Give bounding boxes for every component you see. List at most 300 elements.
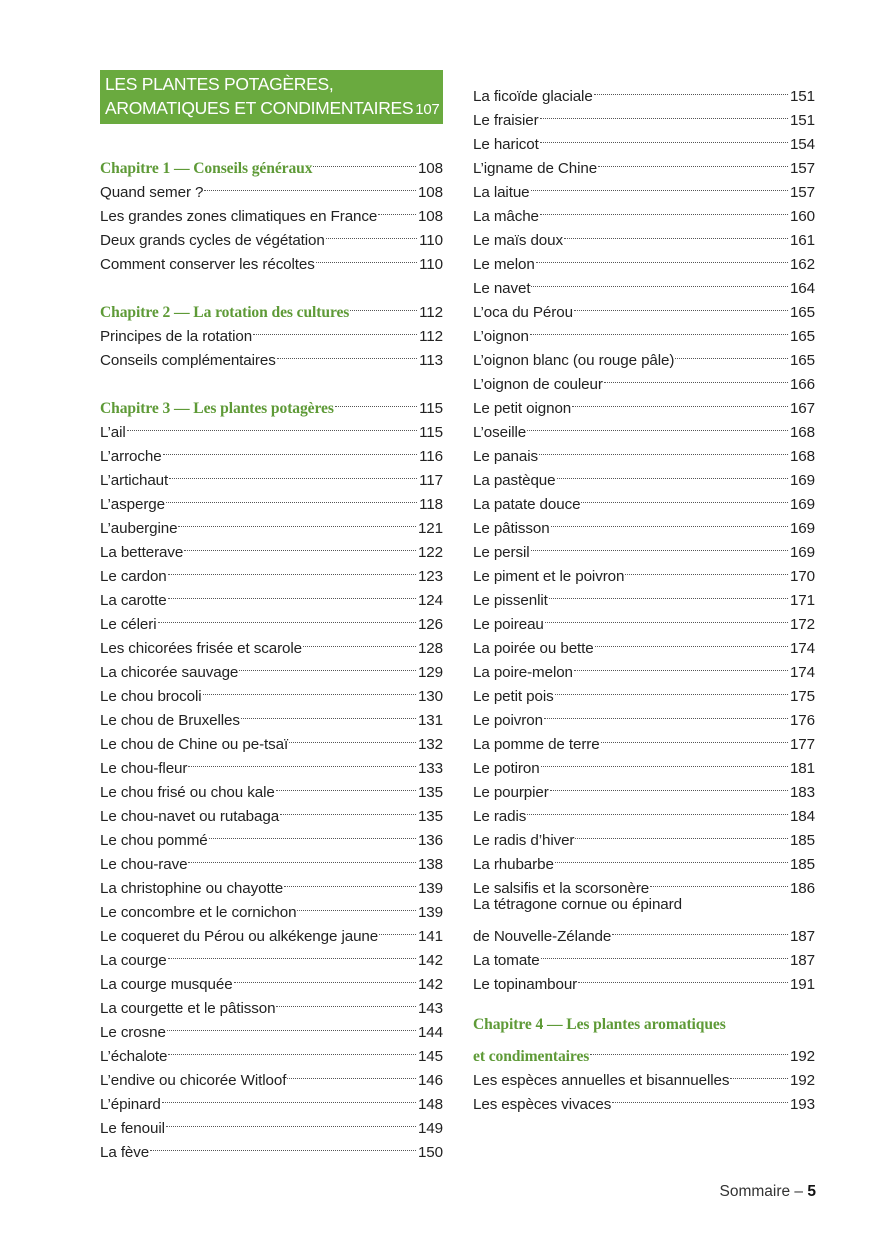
toc-page-number: 139 [417, 880, 443, 897]
toc-entry [100, 845, 443, 873]
toc-page-number: 122 [417, 544, 443, 561]
toc-page-number: 118 [419, 496, 443, 513]
leader-dots [287, 1061, 416, 1085]
toc-entry-title: L’aubergine [100, 520, 178, 537]
toc-entry-title: Le radis d’hiver [473, 832, 575, 849]
toc-entry-title: Le piment et le poivron [473, 568, 625, 585]
toc-page-number: 146 [417, 1072, 443, 1089]
toc-page-number: 177 [789, 736, 815, 753]
part-title-line-1-text: LES PLANTES POTAGÈRES, [105, 74, 334, 94]
toc-page-number: 110 [419, 232, 443, 249]
leader-dots [284, 869, 416, 893]
toc-entry [473, 125, 815, 153]
toc-page-number: 192 [789, 1048, 815, 1065]
leader-dots [178, 509, 416, 533]
toc-entry-title: L’échalote [100, 1048, 168, 1065]
toc-entry-title: L’oignon blanc (ou rouge pâle) [473, 352, 675, 369]
toc-entry-title: Le chou-fleur [100, 760, 188, 777]
leader-dots [572, 389, 788, 413]
toc-entry-title: Le petit oignon [473, 400, 572, 417]
toc-page-number: 135 [417, 784, 443, 801]
toc-entry-title: L’épinard [100, 1096, 161, 1113]
toc-entry [473, 725, 815, 753]
toc-entry [473, 821, 815, 849]
leader-dots [378, 197, 416, 221]
toc-entry-title: Quand semer ? [100, 184, 204, 201]
toc-entry [100, 965, 443, 993]
toc-entry-title: La poire-melon [473, 664, 573, 681]
toc-entry [473, 965, 815, 993]
toc-entry [100, 605, 443, 633]
toc-entry-title: Le melon [473, 256, 535, 273]
toc-page-number: 135 [417, 808, 443, 825]
toc-entry [100, 629, 443, 657]
footer-page-number: 5 [807, 1183, 816, 1200]
toc-entry [100, 485, 443, 513]
toc-page-number: 162 [789, 256, 815, 273]
toc-entry-title: Le chou brocoli [100, 688, 202, 705]
part-title-line-2-text: AROMATIQUES ET CONDIMENTAIRES [105, 97, 414, 118]
toc-entry-title: La fève [100, 1144, 150, 1161]
toc-page-number: 117 [419, 472, 443, 489]
toc-page-number: 165 [789, 328, 815, 345]
toc-page-number: 175 [789, 688, 815, 705]
leader-dots [203, 677, 416, 701]
toc-entry-title: Le pourpier [473, 784, 549, 801]
toc-entry-title: Le chou de Chine ou pe-tsaï [100, 736, 289, 753]
leader-dots [162, 1085, 416, 1109]
toc-entry [100, 197, 443, 225]
toc-entry-title: L’oignon de couleur [473, 376, 603, 393]
chapter-heading [100, 293, 443, 321]
leader-dots [350, 293, 417, 317]
toc-entry [100, 509, 443, 537]
leader-dots [604, 365, 788, 389]
leader-dots [545, 605, 788, 629]
leader-dots [127, 413, 417, 437]
toc-entry-title: Le pâtisson [473, 520, 550, 537]
leader-dots [184, 533, 416, 557]
toc-page-number: 166 [789, 376, 815, 393]
toc-page-number: 150 [417, 1144, 443, 1161]
part-page-number: 107 [415, 100, 440, 118]
toc-page-number: 172 [789, 616, 815, 633]
toc-page-number: 149 [417, 1120, 443, 1137]
toc-entry-title: L’oca du Pérou [473, 304, 573, 321]
toc-entry [473, 293, 815, 321]
toc-page-number: 132 [417, 736, 443, 753]
leader-dots [550, 773, 788, 797]
toc-entry [473, 1061, 815, 1089]
toc-entry [473, 797, 815, 825]
toc-entry [100, 221, 443, 249]
toc-page-number: 154 [789, 136, 815, 153]
leader-dots [581, 485, 788, 509]
toc-entry [473, 605, 815, 633]
leader-dots [590, 1037, 788, 1061]
toc-entry [473, 197, 815, 225]
toc-page-number: 170 [789, 568, 815, 585]
toc-entry [100, 437, 443, 465]
toc-entry [473, 869, 815, 897]
toc-page-number: 185 [789, 856, 815, 873]
toc-entry-title: Chapitre 2 — La rotation des cultures [100, 304, 350, 321]
toc-entry [100, 749, 443, 777]
leader-dots [209, 821, 416, 845]
toc-entry-title: La christophine ou chayotte [100, 880, 284, 897]
leader-dots [188, 845, 416, 869]
toc-page-number: 148 [417, 1096, 443, 1113]
toc-entry [473, 101, 815, 129]
toc-entry [100, 869, 443, 897]
toc-page-number: 131 [417, 712, 443, 729]
leader-dots [303, 629, 416, 653]
toc-entry [473, 653, 815, 681]
toc-page-number: 174 [789, 664, 815, 681]
toc-page-number: 168 [789, 424, 815, 441]
toc-entry-title: Le potiron [473, 760, 540, 777]
toc-page-number: 186 [789, 880, 815, 897]
toc-entry [100, 317, 443, 345]
toc-entry-title: La laitue [473, 184, 530, 201]
toc-entry [473, 557, 815, 585]
toc-page-number: 169 [789, 472, 815, 489]
toc-entry-title: La pastèque [473, 472, 556, 489]
toc-entry [473, 149, 815, 177]
toc-entry [100, 677, 443, 705]
toc-page-number: 160 [789, 208, 815, 225]
toc-entry-title: Les espèces vivaces [473, 1096, 612, 1113]
toc-entry [473, 173, 815, 201]
leader-dots [557, 461, 788, 485]
toc-entry-title: Comment conserver les récoltes [100, 256, 315, 273]
toc-page-number: 151 [789, 88, 815, 105]
toc-entry-title: Le fenouil [100, 1120, 165, 1137]
toc-page-number: 174 [789, 640, 815, 657]
toc-page-number: 108 [417, 160, 443, 177]
leader-dots [168, 1037, 416, 1061]
leader-dots [289, 725, 416, 749]
toc-entry-title: Les espèces annuelles et bisannuelles [473, 1072, 730, 1089]
toc-page-number: 191 [789, 976, 815, 993]
leader-dots [326, 221, 417, 245]
toc-page-number: 142 [417, 976, 443, 993]
leader-dots [549, 581, 788, 605]
leader-dots [574, 293, 788, 317]
toc-page-number: 108 [417, 184, 443, 201]
toc-entry-title: Le panais [473, 448, 538, 465]
leader-dots [166, 485, 417, 509]
toc-entry [100, 413, 443, 441]
toc-entry [473, 269, 815, 297]
toc-page-number: 168 [789, 448, 815, 465]
leader-dots [276, 773, 416, 797]
toc-entry-title: Le navet [473, 280, 531, 297]
toc-entry-title: Chapitre 1 — Conseils généraux [100, 160, 313, 177]
toc-entry [473, 677, 815, 705]
leader-dots [167, 1013, 416, 1037]
toc-entry-title: La carotte [100, 592, 167, 609]
toc-entry-title: La ficoïde glaciale [473, 88, 593, 105]
leader-dots [379, 917, 416, 941]
leader-dots [601, 725, 788, 749]
leader-dots [541, 749, 788, 773]
leader-dots [276, 989, 416, 1013]
toc-entry-title: La tétragone cornue ou épinard [473, 896, 682, 913]
toc-page-number: 181 [789, 760, 815, 777]
toc-entry [100, 701, 443, 729]
leader-dots [280, 797, 416, 821]
toc-entry [473, 893, 815, 917]
toc-entry [473, 1085, 815, 1113]
toc-entry-title: Conseils complémentaires [100, 352, 276, 369]
toc-page-number: 165 [789, 352, 815, 369]
leader-dots [163, 437, 418, 461]
toc-entry-title: Le céleri [100, 616, 157, 633]
toc-entry [100, 245, 443, 273]
leader-dots [166, 1109, 416, 1133]
toc-entry [473, 485, 815, 513]
toc-entry [473, 629, 815, 657]
toc-page-number: 138 [417, 856, 443, 873]
toc-entry [473, 317, 815, 345]
leader-dots [188, 749, 416, 773]
toc-page-number: 116 [419, 448, 443, 465]
leader-dots [575, 821, 788, 845]
toc-page-number: 133 [417, 760, 443, 777]
toc-entry-title: L’endive ou chicorée Witloof [100, 1072, 287, 1089]
toc-entry-title: La rhubarbe [473, 856, 554, 873]
toc-page-number: 169 [789, 544, 815, 561]
toc-entry-title: Le concombre et le cornichon [100, 904, 297, 921]
toc-page-number: 112 [419, 328, 443, 345]
leader-dots [650, 869, 788, 893]
toc-page-number: 115 [419, 400, 443, 417]
toc-page-number: 141 [417, 928, 443, 945]
toc-entry [473, 701, 815, 729]
toc-page-number: 187 [789, 952, 815, 969]
toc-entry-title: La courgette et le pâtisson [100, 1000, 276, 1017]
toc-entry [473, 341, 815, 369]
leader-dots [555, 677, 788, 701]
toc-page-number: 193 [789, 1096, 815, 1113]
leader-dots [598, 149, 788, 173]
toc-entry [100, 1109, 443, 1137]
toc-page-number: 136 [417, 832, 443, 849]
leader-dots [335, 389, 417, 413]
toc-entry-title: L’artichaut [100, 472, 169, 489]
toc-entry-title: L’oseille [473, 424, 527, 441]
toc-entry-title: Le maïs doux [473, 232, 563, 249]
toc-entry-title: Le persil [473, 544, 530, 561]
toc-entry [100, 773, 443, 801]
page-footer [700, 1180, 816, 1204]
toc-entry [100, 1085, 443, 1113]
part-title-line-1 [105, 73, 439, 97]
toc-entry-title: Le cardon [100, 568, 167, 585]
toc-page-number: 124 [417, 592, 443, 609]
leader-dots [313, 149, 416, 173]
leader-dots [531, 173, 788, 197]
toc-entry-title: La pomme de terre [473, 736, 600, 753]
toc-entry-title: Le poireau [473, 616, 544, 633]
toc-entry [100, 581, 443, 609]
toc-entry [473, 533, 815, 561]
leader-dots [253, 317, 417, 341]
toc-page-number: 161 [789, 232, 815, 249]
toc-page-number: 145 [417, 1048, 443, 1065]
toc-page-number: 113 [419, 352, 443, 369]
leader-dots [168, 557, 416, 581]
toc-page-number: 192 [789, 1072, 815, 1089]
toc-page-number: 142 [417, 952, 443, 969]
toc-entry-title: Le petit pois [473, 688, 554, 705]
toc-page-number: 139 [417, 904, 443, 921]
toc-entry [473, 245, 815, 273]
leader-dots [530, 317, 788, 341]
toc-entry-title: La tomate [473, 952, 540, 969]
toc-entry-title: La mâche [473, 208, 539, 225]
toc-entry [100, 533, 443, 561]
leader-dots [551, 509, 788, 533]
toc-page-number: 169 [789, 496, 815, 513]
toc-page-number: 171 [789, 592, 815, 609]
toc-entry-title: et condimentaires [473, 1048, 590, 1065]
leader-dots [555, 845, 788, 869]
leader-dots [531, 533, 788, 557]
leader-dots [612, 917, 788, 941]
toc-page-number: 165 [789, 304, 815, 321]
toc-page-number: 176 [789, 712, 815, 729]
toc-page-number: 121 [417, 520, 443, 537]
toc-entry-title: Le chou-navet ou rutabaga [100, 808, 280, 825]
leader-dots [531, 269, 787, 293]
leader-dots [578, 965, 788, 989]
toc-entry-title: Principes de la rotation [100, 328, 253, 345]
toc-entry-title: Deux grands cycles de végétation [100, 232, 325, 249]
leader-dots [594, 77, 788, 101]
toc-page-number: 187 [789, 928, 815, 945]
toc-entry [473, 917, 815, 945]
toc-entry [100, 821, 443, 849]
toc-entry-title: La courge [100, 952, 167, 969]
toc-page-number: 151 [789, 112, 815, 129]
toc-page-number: 115 [419, 424, 443, 441]
toc-entry-title: L’igname de Chine [473, 160, 598, 177]
toc-page-number: 167 [789, 400, 815, 417]
part-header [100, 70, 443, 124]
leader-dots [527, 797, 788, 821]
toc-page-number: 157 [789, 184, 815, 201]
toc-page-number: 169 [789, 520, 815, 537]
toc-entry [473, 413, 815, 441]
leader-dots [544, 701, 788, 725]
toc-entry-title: de Nouvelle-Zélande [473, 928, 612, 945]
leader-dots [574, 653, 788, 677]
toc-entry-title: Le pissenlit [473, 592, 548, 609]
leader-dots [316, 245, 417, 269]
toc-entry-title: Le salsifis et la scorsonère [473, 880, 650, 897]
toc-entry-title: Chapitre 4 — Les plantes aromatiques [473, 1016, 726, 1033]
toc-entry [473, 941, 815, 969]
leader-dots [540, 125, 788, 149]
toc-entry [100, 989, 443, 1017]
toc-entry-title: La courge musquée [100, 976, 233, 993]
toc-entry-title: L’oignon [473, 328, 529, 345]
leader-dots [277, 341, 417, 365]
toc-entry-title: Le coqueret du Pérou ou alkékenge jaune [100, 928, 379, 945]
toc-page-number: 123 [417, 568, 443, 585]
toc-entry [100, 557, 443, 585]
leader-dots [730, 1061, 788, 1085]
toc-page-number: 157 [789, 160, 815, 177]
leader-dots [158, 605, 416, 629]
leader-dots [541, 941, 788, 965]
toc-page-number: 128 [417, 640, 443, 657]
toc-page-number: 143 [417, 1000, 443, 1017]
toc-page-number: 183 [789, 784, 815, 801]
toc-entry [473, 365, 815, 393]
toc-entry [100, 1013, 443, 1041]
toc-entry-title: La betterave [100, 544, 184, 561]
toc-entry-title: Le chou frisé ou chou kale [100, 784, 275, 801]
toc-entry-title: Le poivron [473, 712, 543, 729]
leader-dots [150, 1133, 416, 1157]
toc-entry [100, 797, 443, 825]
toc-entry [473, 749, 815, 777]
toc-page-number: 112 [419, 304, 443, 321]
leader-dots [239, 653, 416, 677]
toc-entry-title: Le chou pommé [100, 832, 208, 849]
toc-entry [100, 1061, 443, 1089]
toc-entry-title: Le crosne [100, 1024, 166, 1041]
toc-entry-title: Le chou-rave [100, 856, 188, 873]
leader-dots [625, 557, 788, 581]
toc-page-number: 144 [417, 1024, 443, 1041]
toc-page-number: 130 [417, 688, 443, 705]
toc-entry [100, 893, 443, 921]
toc-entry [100, 461, 443, 489]
chapter-heading [100, 389, 443, 417]
toc-entry [100, 941, 443, 969]
toc-entry-title: La patate douce [473, 496, 581, 513]
leader-dots [612, 1085, 788, 1109]
leader-dots [234, 965, 416, 989]
leader-dots [540, 101, 788, 125]
toc-entry [100, 653, 443, 681]
toc-page-number: 164 [789, 280, 815, 297]
toc-entry [100, 173, 443, 201]
toc-page-number: 126 [417, 616, 443, 633]
leader-dots [564, 221, 788, 245]
toc-entry-title: Le fraisier [473, 112, 539, 129]
toc-entry-title: La chicorée sauvage [100, 664, 239, 681]
toc-entry [100, 1037, 443, 1065]
toc-entry-title: L’asperge [100, 496, 165, 513]
toc-page-number: 185 [789, 832, 815, 849]
toc-page-number: 184 [789, 808, 815, 825]
toc-entry-title: Le topinambour [473, 976, 578, 993]
toc-entry-title: L’arroche [100, 448, 162, 465]
toc-entry-title: Chapitre 3 — Les plantes potagères [100, 400, 334, 417]
toc-entry-title: Le chou de Bruxelles [100, 712, 240, 729]
leader-dots [168, 941, 416, 965]
toc-page-number: 129 [417, 664, 443, 681]
toc-entry-title: Le radis [473, 808, 527, 825]
toc-entry [473, 509, 815, 537]
leader-dots [168, 581, 416, 605]
leader-dots [297, 893, 416, 917]
